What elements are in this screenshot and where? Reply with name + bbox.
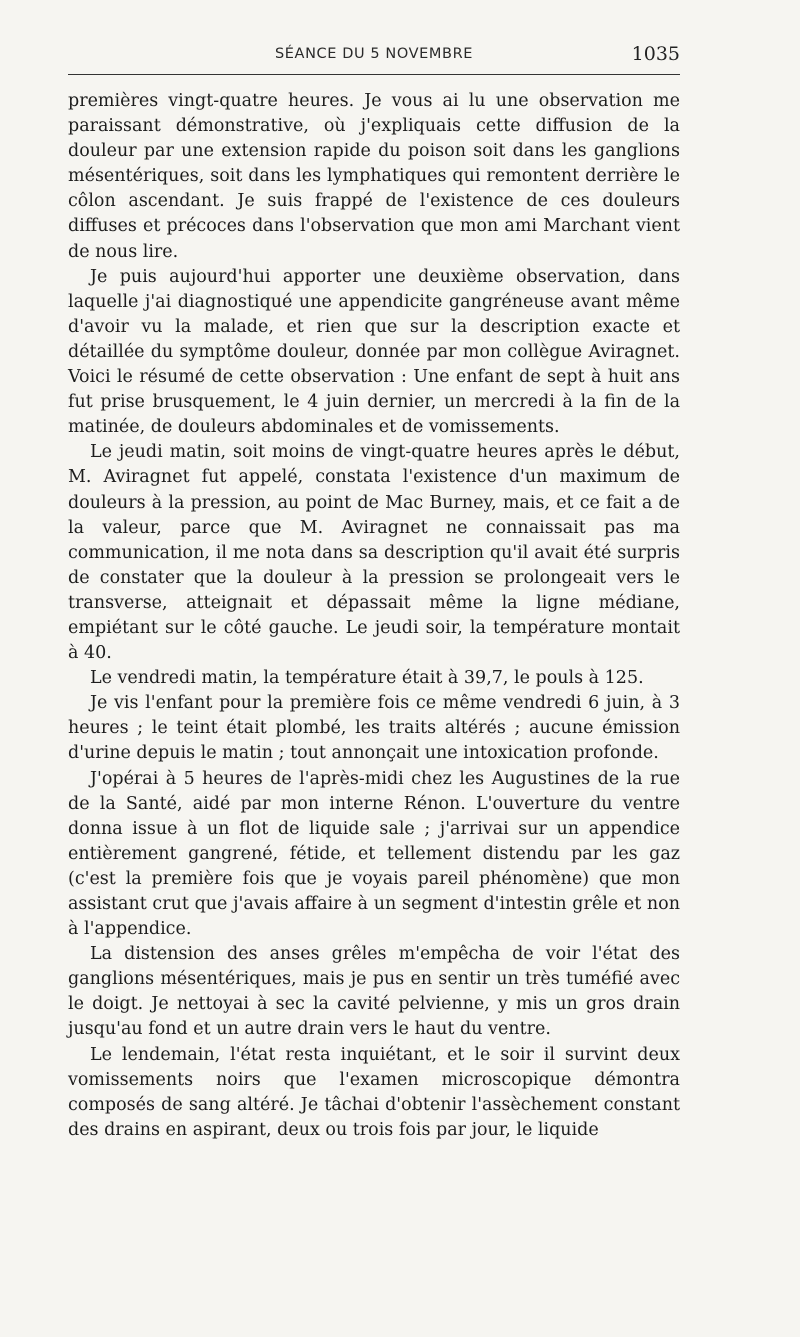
page-number: 1035 bbox=[631, 43, 680, 65]
paragraph: Le lendemain, l'état resta inquiétant, et le soir il survint deux vomissements noirs que l'examen microscopique démontra composés de sang altéré. Je tâchai d'obtenir l'assèchement constant des drains en aspirant, deux ou trois fois par jour, le liquide bbox=[68, 1044, 680, 1140]
paragraph: La distension des anses grêles m'empêcha de voir l'état des ganglions mésentériques, mais je pus en sentir un très tuméfié avec le doigt. Je nettoyai à sec la cavité pelvienne, y mis un gros drain jusqu'au fond et un autre drain vers le haut du ventre. bbox=[68, 944, 680, 1040]
running-title: SÉANCE DU 5 NOVEMBRE bbox=[274, 46, 474, 62]
book-page bbox=[68, 40, 680, 1143]
paragraph: Le vendredi matin, la température était à 39,7, le pouls à 125. bbox=[90, 668, 644, 689]
paragraph: Je vis l'enfant pour la première fois ce même vendredi 6 juin, à 3 heures ; le teint était plombé, les traits altérés ; aucune émission d'urine depuis le matin ; tout annonçait une intoxication profonde. bbox=[68, 693, 680, 764]
body-text bbox=[68, 89, 680, 1143]
paragraph: Le jeudi matin, soit moins de vingt-quatre heures après le début, M. Aviragnet fut appelé, constata l'existence d'un maximum de douleurs à la pression, au point de Mac Burney, mais, et ce fait a de la valeur, parce que M. Aviragnet ne connaissait pas ma communication, il me nota dans sa description qu'il avait été surpris de constater que la douleur à la pression se prolongeait vers le transverse, atteignait et dépassait même la ligne médiane, empiétant sur le côté gauche. Le jeudi soir, la température montait à 40. bbox=[68, 442, 680, 664]
paragraph: premières vingt-quatre heures. Je vous ai lu une observation me paraissant démonstrative, où j'expliquais cette diffusion de la douleur par une extension rapide du poison soit dans les ganglions mésentériques, soit dans les lymphatiques qui remontent derrière le côlon ascendant. Je suis frappé de l'existence de ces douleurs diffuses et précoces dans l'observation que mon ami Marchant vient de nous lire. bbox=[68, 91, 680, 262]
paragraph: J'opérai à 5 heures de l'après-midi chez les Augustines de la rue de la Santé, aidé par mon interne Rénon. L'ouverture du ventre donna issue à un flot de liquide sale ; j'arrivai sur un appendice entièrement gangrené, fétide, et tellement distendu par les gaz (c'est la première fois que je voyais pareil phénomène) que mon assistant crut que j'avais affaire à un segment d'intestin grêle et non à l'appendice. bbox=[68, 768, 680, 940]
page-header bbox=[68, 40, 680, 74]
paragraph: Je puis aujourd'hui apporter une deuxième observation, dans laquelle j'ai diagnostiqué une appendicite gangréneuse avant même d'avoir vu la malade, et rien que sur la description exacte et détaillée du symptôme douleur, donnée par mon collègue Aviragnet. Voici le résumé de cette observation : Une enfant de sept à huit ans fut prise brusquement, le 4 juin dernier, un mercredi à la fin de la matinée, de douleurs abdominales et de vomissements. bbox=[68, 266, 680, 438]
header-rule bbox=[68, 74, 680, 75]
